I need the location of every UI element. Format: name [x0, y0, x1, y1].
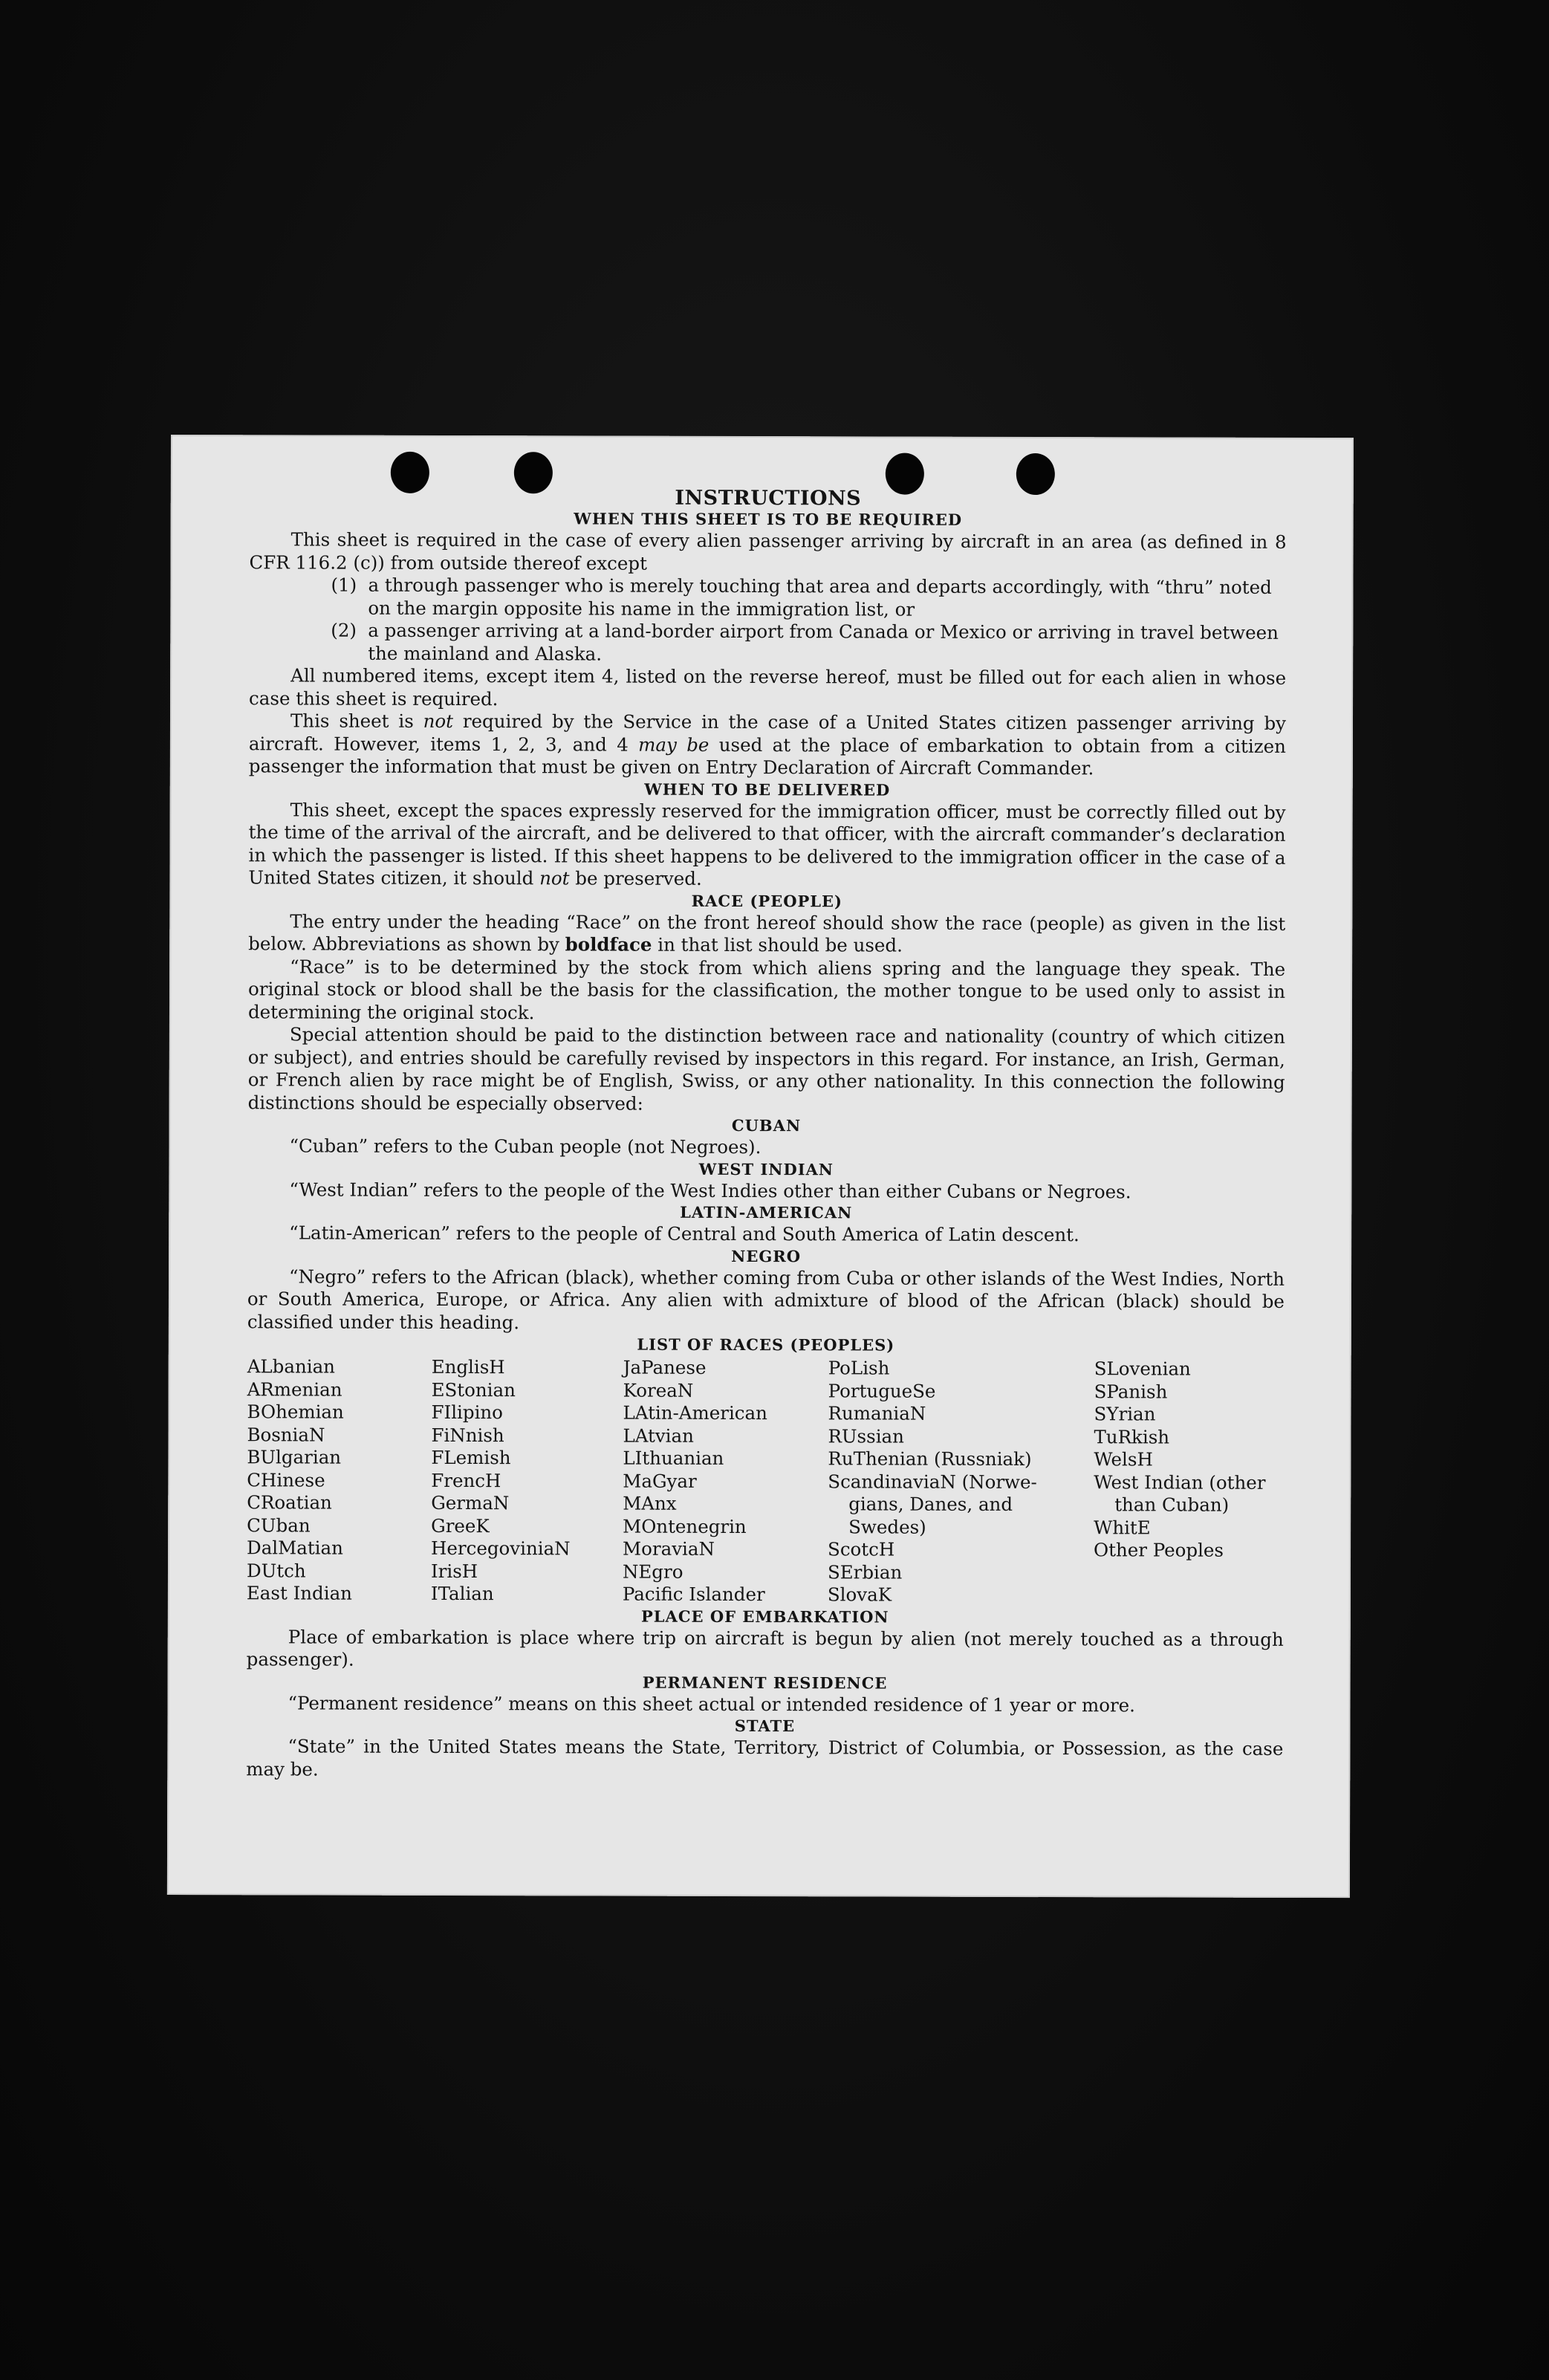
race-entry: Other Peoples	[1094, 1539, 1224, 1561]
race-entry: MOntenegrin	[623, 1515, 747, 1537]
item-number: (2)	[331, 619, 357, 641]
race-entry: SErbian	[827, 1560, 903, 1583]
race-entry: FrencH	[431, 1469, 501, 1491]
paragraph: This sheet is required in the case of every alien passenger arriving by aircraft in an area (as defined in 8 CFR 116.2 (c)) from outside thereof except	[249, 528, 1287, 574]
text-run-italic: may be	[638, 733, 709, 756]
races-column	[1094, 1358, 1280, 1607]
race-entry: LAtvian	[623, 1424, 694, 1447]
text-run: This sheet, except the spaces expressly reserved for the immigration officer, must be correctly filled out by the time of the arrival of the aircraft, and be delivered to that officer, with the aircraft commander’s declaration in which the passenger is listed. If this sheet happens to be delivered to the immigration officer in the case of a United States citizen, it should	[248, 798, 1286, 889]
paragraph	[248, 799, 1285, 892]
text-run: in that list should be used.	[652, 933, 903, 956]
race-entry: CUban	[247, 1514, 311, 1536]
race-entry: WhitE	[1094, 1516, 1151, 1538]
paragraph: All numbered items, except item 4, listed on the reverse hereof, must be filled out for each alien in whose case this sheet is required.	[249, 664, 1287, 710]
section-heading-west-indian: WEST INDIAN	[698, 1159, 834, 1178]
races-column	[623, 1357, 828, 1606]
race-entry: ALbanian	[247, 1355, 336, 1378]
race-entry: BosniaN	[247, 1423, 325, 1446]
race-entry: BUlgarian	[247, 1446, 342, 1468]
paragraph: Place of embarkation is place where trip on aircraft is begun by alien (not merely touched as a through passenger).	[246, 1625, 1284, 1670]
punch-hole	[1016, 453, 1055, 495]
text-run: This sheet is	[290, 710, 423, 732]
race-entry: KoreaN	[623, 1379, 694, 1401]
races-column	[431, 1356, 623, 1606]
paragraph: “Race” is to be determined by the stock from which aliens spring and the language they speak. The original stock or blood shall be the basis for the classification, the mother tongue to be used only to assist in determining the original stock.	[247, 955, 1286, 1023]
race-entry: DalMatian	[247, 1537, 343, 1559]
section-heading-state: STATE	[734, 1716, 796, 1736]
section-heading-embarkation: PLACE OF EMBARKATION	[640, 1606, 889, 1627]
text-run: used at the place of embarkation to obtain from a citizen passenger the information that must be given on Entry Declaration of Aircraft Commander.	[248, 733, 1286, 779]
race-entry: FIlipino	[431, 1401, 504, 1424]
race-entry: DUtch	[246, 1559, 306, 1581]
item-text: a through passenger who is merely touching that area and departs accordingly, with “thru” noted on the margin opposite his name in the immigration list, or	[368, 574, 1272, 620]
race-entry: than Cuban)	[1114, 1494, 1230, 1516]
race-entry: ITalian	[430, 1582, 494, 1605]
section-heading-latin-american: LATIN-AMERICAN	[680, 1202, 853, 1222]
text-run: be preserved.	[569, 867, 702, 889]
race-entry: CHinese	[247, 1468, 325, 1491]
race-entry: MoraviaN	[623, 1537, 715, 1560]
races-column	[247, 1355, 432, 1605]
race-entry: GreeK	[431, 1514, 490, 1537]
item-text: a passenger arriving at a land-border airport from Canada or Mexico or arriving in travel between the mainland and Alaska.	[368, 619, 1279, 665]
paragraph: “State” in the United States means the State, Territory, District of Columbia, or Possession, as the case may be.	[246, 1735, 1284, 1780]
races-table	[247, 1355, 1285, 1607]
race-entry: Pacific Islander	[622, 1583, 765, 1606]
race-entry: CRoatian	[247, 1491, 332, 1514]
race-entry: PortugueSe	[828, 1379, 936, 1402]
race-entry: LAtin-American	[623, 1401, 767, 1424]
race-entry: LIthuanian	[623, 1447, 724, 1469]
races-column	[828, 1357, 1094, 1606]
text-run: The entry under the heading “Race” on the front hereof should show the race (people) as given in the list below. Abbreviations as shown by	[248, 909, 1286, 956]
section-heading-list-of-races: LIST OF RACES (PEOPLES)	[637, 1335, 895, 1355]
race-entry: FiNnish	[431, 1424, 504, 1446]
race-entry: West Indian (other	[1094, 1471, 1266, 1494]
paragraph: “Permanent residence” means on this sheet actual or intended residence of 1 year or more.	[288, 1691, 1136, 1716]
race-entry: MaGyar	[623, 1470, 697, 1492]
paragraph: “Latin-American” refers to the people of Central and South America of Latin descent.	[289, 1222, 1079, 1246]
race-entry: GermaN	[431, 1491, 510, 1514]
paragraph: Special attention should be paid to the distinction between race and nationality (country of which citizen or subject), and entries should be carefully revised by inspectors in this regard. For instance, an Irish, German, or French alien by race might be of English, Swiss, or any other nationality. In this connection the following distinctions should be especially observed:	[247, 1023, 1285, 1115]
race-entry: EStonian	[431, 1378, 516, 1401]
race-entry: BOhemian	[247, 1401, 344, 1423]
punch-hole	[886, 453, 924, 495]
section-heading-race: RACE (PEOPLE)	[691, 891, 843, 910]
list-item	[249, 574, 1286, 622]
race-entry: ScotcH	[828, 1538, 895, 1560]
race-entry: SPanish	[1094, 1380, 1168, 1403]
race-entry: RUssian	[828, 1424, 904, 1447]
race-entry: ScandinaviaN (Norwe-	[828, 1470, 1037, 1493]
race-entry: Swedes)	[848, 1515, 926, 1538]
race-entry: EnglisH	[431, 1355, 505, 1378]
punch-hole	[391, 452, 429, 493]
race-entry: IrisH	[430, 1560, 478, 1582]
instruction-sheet	[167, 435, 1354, 1898]
list-item	[249, 619, 1286, 667]
race-entry: RumaniaN	[828, 1402, 926, 1424]
race-entry: TuRkish	[1094, 1425, 1170, 1448]
paragraph: “West Indian” refers to the people of the West Indies other than either Cubans or Negroes.	[289, 1178, 1131, 1202]
text-run: required by the Service in the case of a United States citizen passenger arriving by aircraft. However, items 1, 2, 3, and 4	[248, 710, 1287, 756]
section-heading-residence: PERMANENT RESIDENCE	[642, 1673, 888, 1693]
section-heading-negro: NEGRO	[731, 1246, 802, 1265]
punch-hole	[514, 452, 553, 493]
race-entry: NEgro	[622, 1560, 683, 1583]
race-entry: PoLish	[828, 1357, 890, 1379]
paragraph	[248, 910, 1285, 959]
race-entry: SLovenian	[1094, 1358, 1191, 1380]
paragraph	[249, 710, 1286, 780]
race-entry: WelsH	[1094, 1448, 1153, 1471]
race-entry: East Indian	[246, 1582, 353, 1604]
paragraph: “Cuban” refers to the Cuban people (not Negroes).	[289, 1135, 761, 1158]
race-entry: SYrian	[1094, 1403, 1156, 1425]
text-run-italic: not	[539, 867, 570, 889]
text-run-italic: not	[423, 710, 454, 732]
race-entry: gians, Danes, and	[848, 1493, 1013, 1515]
race-entry: FLemish	[431, 1446, 511, 1469]
race-entry: SlovaK	[827, 1583, 892, 1606]
race-entry: HercegoviniaN	[431, 1537, 571, 1560]
text-run-bold: boldface	[565, 933, 652, 956]
section-heading-when-required: WHEN THIS SHEET IS TO BE REQUIRED	[574, 509, 963, 529]
race-entry: JaPanese	[623, 1356, 707, 1378]
item-number: (1)	[331, 574, 357, 596]
section-heading-cuban: CUBAN	[731, 1115, 802, 1135]
paragraph: “Negro” refers to the African (black), whether coming from Cuba or other islands of the West Indies, North or South America, Europe, or Africa. Any alien with admixture of blood of the African (black) should be classified under this heading.	[247, 1265, 1285, 1333]
race-entry: ARmenian	[247, 1378, 342, 1401]
page-title: INSTRUCTIONS	[675, 486, 862, 510]
race-entry: RuThenian (Russniak)	[828, 1447, 1032, 1471]
race-entry: MAnx	[623, 1492, 677, 1514]
section-heading-when-delivered: WHEN TO BE DELIVERED	[644, 779, 891, 800]
